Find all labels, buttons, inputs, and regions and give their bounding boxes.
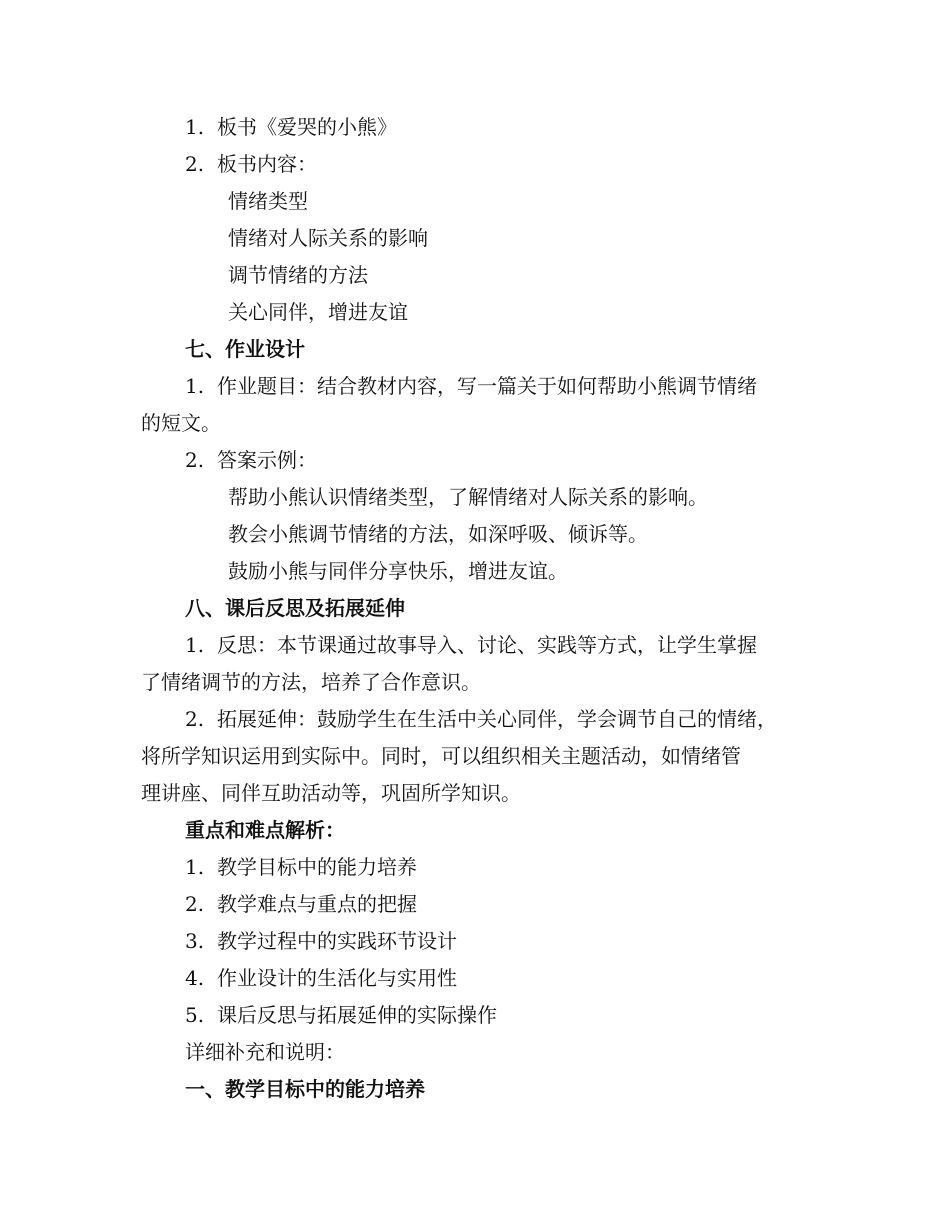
analysis-item — [185, 1003, 497, 1027]
reflection-item-2 — [185, 707, 777, 731]
list-number: 3. — [185, 929, 205, 953]
supplement-label: 详细补充和说明： — [185, 1040, 345, 1064]
list-number: 5. — [185, 1003, 205, 1027]
list-text: 作业题目：结合教材内容，写一篇关于如何帮助小熊调节情绪 — [217, 374, 757, 398]
list-text: 板书内容： — [217, 152, 317, 176]
list-number: 1. — [185, 115, 205, 139]
paragraph-continuation: 将所学知识运用到实际中。同时，可以组织相关主题活动，如情绪管 — [141, 744, 741, 768]
list-number: 1. — [185, 855, 205, 879]
section-heading-reflection: 八、课后反思及拓展延伸 — [185, 596, 405, 620]
reflection-item-1 — [185, 633, 757, 657]
list-text: 教学目标中的能力培养 — [217, 855, 417, 879]
board-sub-item: 关心同伴，增进友谊 — [228, 300, 408, 324]
paragraph-continuation: 了情绪调节的方法，培养了合作意识。 — [141, 670, 481, 694]
section-heading-supplement: 一、教学目标中的能力培养 — [185, 1077, 425, 1101]
analysis-item — [185, 929, 457, 953]
list-text: 反思：本节课通过故事导入、讨论、实践等方式，让学生掌握 — [217, 633, 757, 657]
paragraph-continuation: 的短文。 — [141, 411, 221, 435]
answer-line: 教会小熊调节情绪的方法，如深呼吸、倾诉等。 — [228, 522, 648, 546]
list-number: 2. — [185, 152, 205, 176]
list-number: 2. — [185, 448, 205, 472]
list-text: 答案示例： — [217, 448, 317, 472]
section-heading-homework: 七、作业设计 — [185, 337, 305, 361]
list-text: 作业设计的生活化与实用性 — [217, 966, 457, 990]
list-number: 1. — [185, 374, 205, 398]
list-text: 拓展延伸：鼓励学生在生活中关心同伴，学会调节自己的情绪， — [217, 707, 777, 731]
board-sub-item: 调节情绪的方法 — [228, 263, 368, 287]
analysis-item — [185, 892, 417, 916]
list-number: 4. — [185, 966, 205, 990]
paragraph-continuation: 理讲座、同伴互助活动等，巩固所学知识。 — [141, 781, 521, 805]
analysis-item — [185, 855, 417, 879]
board-sub-item: 情绪类型 — [228, 189, 308, 213]
homework-item-2 — [185, 448, 317, 472]
homework-item-1 — [185, 374, 757, 398]
list-number: 2. — [185, 707, 205, 731]
list-text: 课后反思与拓展延伸的实际操作 — [217, 1003, 497, 1027]
list-text: 板书《爱哭的小熊》 — [217, 115, 397, 139]
list-number: 2. — [185, 892, 205, 916]
board-item-2 — [185, 152, 317, 176]
board-item-1 — [185, 115, 397, 139]
list-text: 教学难点与重点的把握 — [217, 892, 417, 916]
analysis-item — [185, 966, 457, 990]
list-number: 1. — [185, 633, 205, 657]
answer-line: 帮助小熊认识情绪类型，了解情绪对人际关系的影响。 — [228, 485, 708, 509]
list-text: 教学过程中的实践环节设计 — [217, 929, 457, 953]
section-heading-analysis: 重点和难点解析： — [185, 818, 345, 842]
answer-line: 鼓励小熊与同伴分享快乐，增进友谊。 — [228, 559, 568, 583]
board-sub-item: 情绪对人际关系的影响 — [228, 226, 428, 250]
